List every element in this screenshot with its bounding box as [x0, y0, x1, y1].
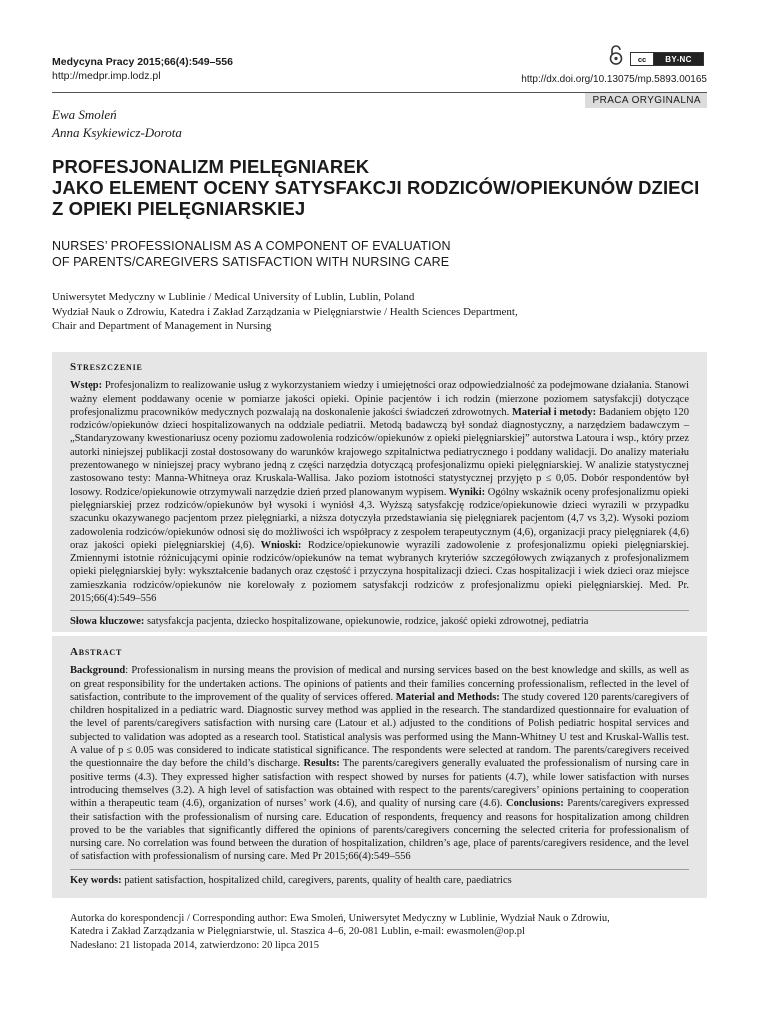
keywords-label: Key words:: [70, 874, 122, 886]
section-label: Results:: [300, 758, 340, 770]
title-english: [52, 238, 712, 270]
license-badge: [630, 52, 704, 66]
section-label: Material and Methods:: [393, 691, 500, 703]
author-list: [52, 106, 182, 142]
title-line: JAKO ELEMENT OCENY SATYSFAKCJI RODZICÓW/OPIEKUNÓW DZIECI: [52, 177, 700, 198]
title-line: NURSES’ PROFESSIONALISM AS A COMPONENT OF EVALUATION: [52, 239, 451, 253]
section-label: Background: [70, 665, 126, 677]
correspondence-line: Katedra i Zakład Zarządzania w Pielęgniarstwie, ul. Staszica 4–6, 20-081 Lublin, e-mail: ewasmolen@op.pl: [70, 926, 525, 938]
title-line: PROFESJONALIZM PIELĘGNIAREK: [52, 156, 370, 177]
keywords-label: Słowa kluczowe:: [70, 616, 145, 628]
section-label: Wnioski:: [254, 539, 302, 551]
abstract-english: [52, 636, 707, 898]
affiliations: [52, 290, 712, 334]
correspondence-info: [70, 912, 700, 952]
open-access-icon: [608, 44, 624, 66]
divider: [70, 610, 689, 611]
affiliation-line: Uniwersytet Medyczny w Lublinie / Medical University of Lublin, Lublin, Poland: [52, 291, 415, 303]
title-line: OF PARENTS/CAREGIVERS SATISFACTION WITH NURSING CARE: [52, 255, 450, 269]
submission-dates: Nadesłano: 21 listopada 2014, zatwierdzono: 20 lipca 2015: [70, 939, 320, 951]
correspondence-line: Autorka do korespondencji / Corresponding author: Ewa Smoleń, Uniwersytet Medyczny w Lublinie, Wydział Nauk o Zdrowiu,: [70, 913, 610, 924]
keywords: Słowa kluczowe: satysfakcja pacjenta, dziecko hospitalizowane, opiekunowie, rodzice, jakość opieki zdrowotnej, pediatria: [70, 616, 589, 628]
journal-citation: Medycyna Pracy 2015;66(4):549–556: [52, 56, 233, 68]
affiliation-line: Chair and Department of Management in Nursing: [52, 320, 272, 332]
section-label: Wyniki:: [446, 486, 486, 498]
section-label: Wstęp:: [70, 380, 103, 392]
journal-url[interactable]: http://medpr.imp.lodz.pl: [52, 70, 161, 82]
abstract-body: Background: Professionalism in nursing means the provision of medical and nursing services based on the best knowledge and skills, as well as on great responsibility for the undertaken actions. The opinions of patients and their families concerning professionalism, reflected in the level of satisfaction, contribute to the improvement of the quality of services offered. Material and Methods: The study covered 120 parents/caregivers of children hospitalized in a pediatric ward. Diagnostic survey method was applied in the research. The standardized questionnaire for evaluation of the level of parents/caregivers satisfaction with nursing care (Latour et al.) adjusted to the conditions of Polish pediatric hospital services and subjected to validation was adopted as a research tool. Statistical analysis was performed using the Mann-Whitney U test and Kruskal-Wallis test. A value of p ≤ 0.05 was considered to indicate statistical significance. The respondents were selected at random. The parents/caregivers received the questionnaire the day before the child’s discharge. Results: The parents/caregivers generally evaluated the professionalism of nursing care in positive terms (4.3). They expressed higher satisfaction with respect showed by nurses for patients (4.7), while lower satisfaction with nurses introducing themselves (3.2). A high level of satisfaction was obtained with respect to the parents/caregivers’ opinions pertaining to cooperation within a therapeutic team (4.6), organization of nurses’ work (4.6), and quality of nursing care (4.6). Conclusions: Parents/caregivers expressed their satisfaction with the professionalism of nursing care. Education of respondents, frequency and reasons for hospitalization among children proved to be the variables that significantly differed the opinions of parents/caregivers concerning the selected criteria for professionalism of nursing care. No correlation was found between the duration of hospitalization, children’s age, place of parents/caregivers residence, and the level of satisfaction with professionalism of nursing care. Med Pr 2015;66(4):549–556: [70, 665, 689, 863]
doi-link[interactable]: http://dx.doi.org/10.13075/mp.5893.00165: [521, 74, 707, 85]
abstract-polish: [52, 352, 707, 632]
affiliation-line: Wydział Nauk o Zdrowiu, Katedra i Zakład Zarządzania w Pielęgniarstwie / Health Sciences Department,: [52, 305, 518, 318]
keywords: Key words: patient satisfaction, hospitalized child, caregivers, parents, quality of health care, paediatrics: [70, 874, 512, 886]
abstract-heading: Streszczenie: [70, 361, 143, 373]
cc-icon: cc: [631, 53, 654, 65]
license-label: BY-NC: [654, 53, 703, 65]
title-line: Z OPIEKI PIELĘGNIARSKIEJ: [52, 198, 306, 219]
abstract-heading: Abstract: [70, 646, 123, 658]
section-label: Conclusions:: [502, 798, 564, 810]
section-label: Materiał i metody:: [509, 406, 597, 418]
divider: [70, 869, 689, 870]
abstract-body: Wstęp: Profesjonalizm to realizowanie usług z wykorzystaniem wiedzy i umiejętności oraz odpowiedzialność za podejmowane działania. Stanowi ważny element poddawany ocenie w pomiarze jakości opieki. Opinie pacjentów i ich rodzin (mierzone poziomem satysfakcji) dotyczące profesjonalizmu pracowników medycznych pozwalają na doskonalenie jakości świadczeń zdrowotnych. Materiał i metody: Badaniem objęto 120 rodziców/opiekunów dzieci hospitalizowanych na oddziale pediatrii. Metodą badawczą był sondaż diagnostyczny, a narzędziem badawczym – „Standaryzowany kwestionariusz oceny poziomu zadowolenia rodziców/opiekunów z opieki pielęgniarskiej” autorstwa Latoura i wsp., który przez autorki niniejszej publikacji został dostosowany do warunków krajowego szpitalnictwa pediatrycznego i poddany walidacji. Do analizy materiału prezentowanego w niniejszej pracy wybrano jedną z części narzędzia dotyczącą profesjonalizmu opieki pielęgniarskiej. W analizie statystycznej zastosowano testy: Manna-Whitneya oraz Kruskala-Wallisa. Jako poziom istotności statystycznej przyjęto p ≤ 0,05. Dobór respondentów był losowy. Rodzice/opiekunowie otrzymywali narzędzie dzień przed planowanym wypisem. Wyniki: Ogólny wskaźnik oceny profesjonalizmu opieki pielęgniarskiej przez rodziców/opiekunów był wysoki i wyniósł 4,3. Wyższą satysfakcję rodzice/opiekunowie dzieci wyrazili w przypadku szacunku okazywanego pacjentom przez pielęgniarki, a niższa dotyczyła przedstawiania się pielęgniarek pacjentom (4,7 vs 3,2). Wysoki poziom zadowolenia rodziców/opiekunów odnosi się do możliwości ich współpracy z zespołem terapeutycznym (4,6), organizacji pracy pielęgniarek (4,6) oraz jakości opieki pielęgniarskiej (4,6). Wnioski: Rodzice/opiekunowie wyrazili zadowolenie z profesjonalizmu opieki pielęgniarskiej. Zmiennymi istotnie różnicującymi opinie rodziców/opiekunów na temat wybranych kryteriów szczegółowych związanych z profesjonalizmem opieki pielęgniarskiej były: wykształcenie badanych oraz częstość i przyczyna hospitalizacji dzieci. Czas hospitalizacji i wiek dzieci oraz miejsce zamieszkania rodziców/opiekunów nie korelowały z poziomem satysfakcji rodziców z profesjonalizmu opieki pielęgniarskiej. Med. Pr. 2015;66(4):549–556: [70, 380, 689, 605]
author-name: Ewa Smoleń: [52, 107, 117, 122]
author-name: Anna Ksykiewicz-Dorota: [52, 125, 182, 140]
section-tag: PRACA ORYGINALNA: [585, 93, 707, 108]
title-polish: [52, 156, 712, 219]
